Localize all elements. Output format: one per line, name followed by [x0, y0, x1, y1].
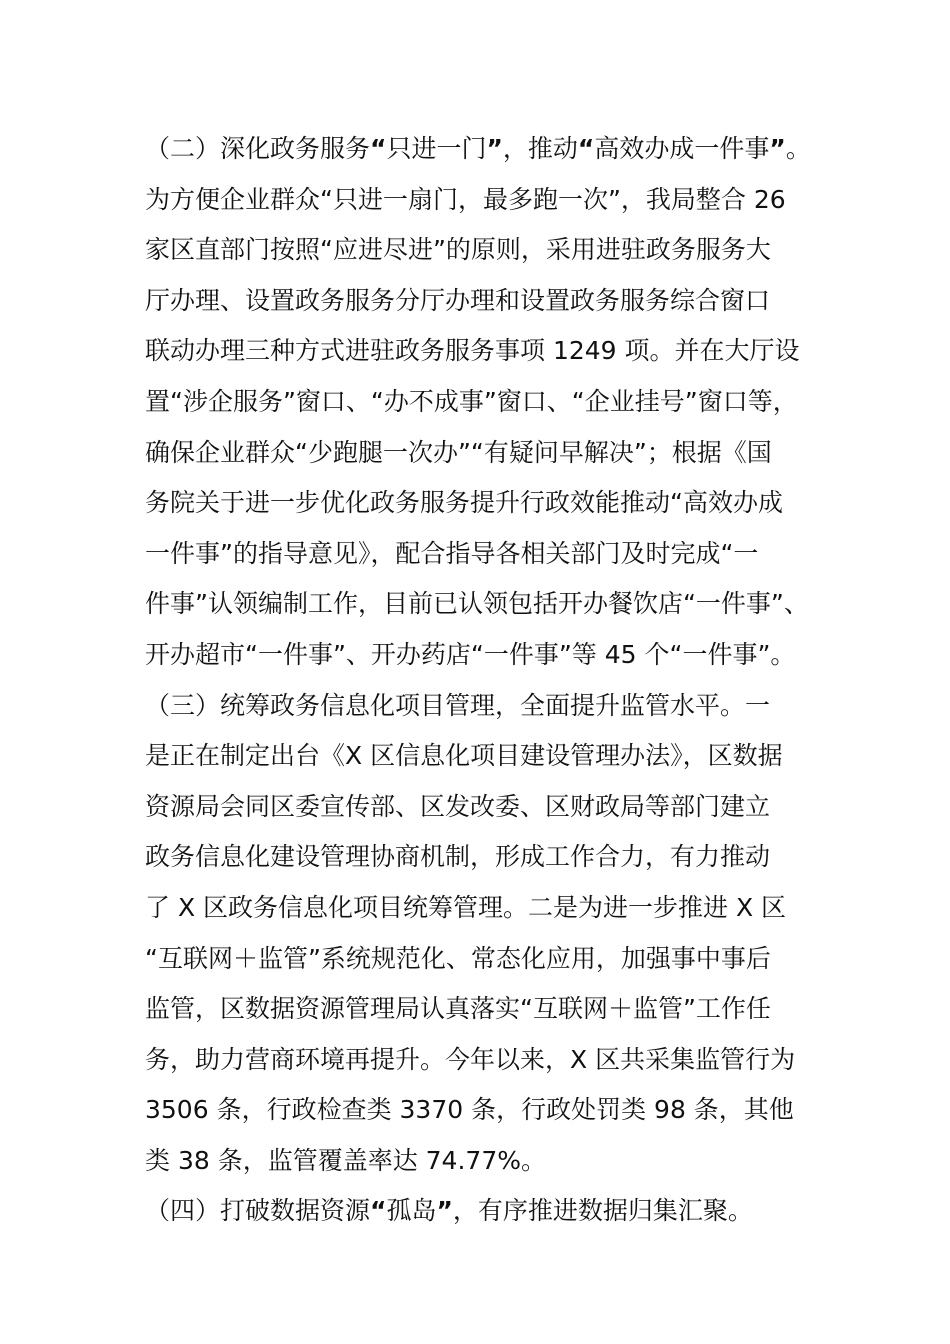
text-line: [145, 731, 845, 782]
text-run: 为方便企业群众“只进一扇门，最多跑一次”，我局整合 26: [145, 184, 786, 214]
text-run: “: [577, 134, 595, 163]
text-run: 确保企业群众“少跑腿一次办”“有疑问早解决”；根据《国: [145, 437, 772, 467]
text-line: [145, 579, 845, 630]
text-run: 类 38 条，监管覆盖率达 74.77%。: [145, 1145, 546, 1175]
text-run: 务，助力营商环境再提升。今年以来，X 区共采集监管行为: [145, 1044, 796, 1074]
text-run: ，有序推进数据归集汇聚。: [452, 1196, 753, 1226]
text-run: 一件事”的指导意见》，配合指导各相关部门及时完成“一: [145, 538, 759, 568]
text-run: 件事”认领编制工作，目前已认领包括开办餐饮店“一件事”、: [145, 589, 809, 619]
text-line: [145, 124, 845, 175]
text-line: [145, 428, 845, 479]
text-line: [145, 984, 845, 1035]
text-line: [145, 225, 845, 276]
text-run: 置“涉企服务”窗口、“办不成事”窗口、“企业挂号”窗口等，: [145, 386, 798, 416]
text-line: [145, 934, 845, 985]
text-line: [145, 782, 845, 833]
text-run: 厅办理、设置政务服务分厅办理和设置政务服务综合窗口: [145, 285, 771, 315]
text-line: [145, 326, 845, 377]
text-line: [145, 276, 845, 327]
text-run: 联动办理三种方式进驻政务服务事项 1249 项。并在大厅设: [145, 336, 800, 366]
text-run: “: [370, 134, 387, 163]
text-line: [145, 529, 845, 580]
text-run: 资源局会同区委宣传部、区发改委、区财政局等部门建立: [145, 791, 771, 821]
text-run: 家区直部门按照“应进尽进”的原则，采用进驻政务服务大: [145, 235, 771, 265]
text-run: （四）打破数据资源: [145, 1196, 371, 1226]
text-run: 政务信息化建设管理协商机制，形成工作合力，有力推动: [145, 842, 771, 872]
text-line: [145, 630, 845, 681]
text-line: [145, 175, 845, 226]
text-line: [145, 681, 845, 732]
text-run: 3506 条，行政检查类 3370 条，行政处罚类 98 条，其他: [145, 1095, 794, 1125]
text-run: 。: [785, 134, 811, 163]
text-line: [145, 1136, 845, 1187]
text-run: 了 X 区政务信息化项目统筹管理。二是为进一步推进 X 区: [145, 892, 787, 922]
text-line: [145, 883, 845, 934]
text-run: ”: [486, 134, 503, 163]
text-run: ”: [436, 1196, 453, 1226]
text-line: [145, 478, 845, 529]
text-run: 高效办成一件事: [594, 134, 770, 163]
text-run: 开办超市“一件事”、开办药店“一件事”等 45 个“一件事”。: [145, 639, 796, 669]
text-run: ”: [769, 134, 786, 163]
text-line: [145, 1186, 845, 1237]
document-body: [145, 124, 845, 1237]
text-run: “: [370, 1196, 387, 1226]
text-run: “互联网＋监管”系统规范化、常态化应用，加强事中事后: [145, 943, 771, 973]
text-line: [145, 1085, 845, 1136]
text-run: 孤岛: [386, 1196, 437, 1226]
text-run: （二）深化政务服务: [145, 134, 371, 163]
text-run: （三）统筹政务信息化项目管理，全面提升监管水平。一: [145, 690, 771, 720]
text-line: [145, 377, 845, 428]
text-run: 监管，区数据资源管理局认真落实“互联网＋监管”工作任: [145, 994, 771, 1024]
text-run: ，推动: [502, 134, 578, 163]
text-line: [145, 832, 845, 883]
text-run: 只进一门: [386, 134, 487, 163]
text-line: [145, 1035, 845, 1086]
text-run: 务院关于进一步优化政务服务提升行政效能推动“高效办成: [145, 488, 783, 518]
text-run: 是正在制定出台《X 区信息化项目建设管理办法》，区数据: [145, 741, 783, 771]
